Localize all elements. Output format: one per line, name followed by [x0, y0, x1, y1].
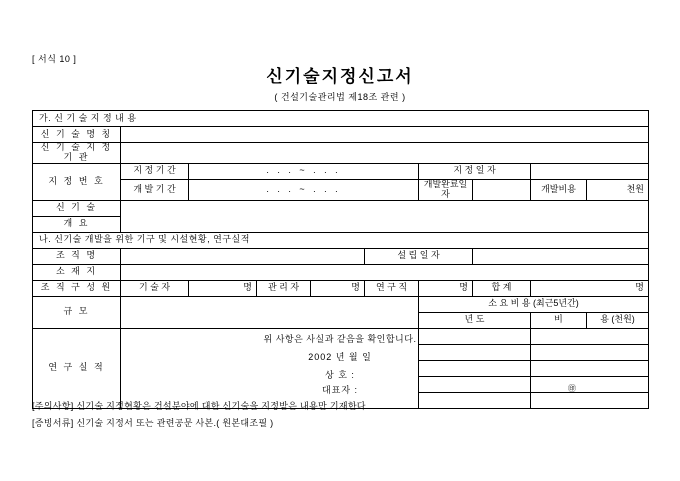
development-cost-unit: 천원	[587, 179, 649, 200]
designation-no-label: 지 정 번 호	[33, 163, 121, 200]
table-row-tech-name	[33, 127, 649, 143]
confirmation-text: 위 사항은 사실과 같음을 확인합니다.	[263, 334, 417, 344]
member-role-total: 합 계	[473, 280, 531, 296]
scale-value[interactable]	[121, 296, 419, 328]
org-name-value[interactable]	[121, 248, 365, 264]
seal-stamp-icon: ㊞	[568, 384, 576, 393]
page-title: 신기술지정신고서	[266, 67, 414, 86]
outline-label-line2: 개 요	[33, 216, 121, 232]
table-row-section-a-heading	[33, 111, 649, 127]
member-count-manager[interactable]: 명	[311, 280, 365, 296]
development-complete-label: 개발완료일자	[419, 179, 473, 200]
org-name-label: 조 직 명	[33, 248, 121, 264]
member-count-researcher[interactable]: 명	[419, 280, 473, 296]
establish-date-value[interactable]	[473, 248, 649, 264]
member-role-manager: 관 리 자	[257, 280, 311, 296]
designation-period-value[interactable]: . . . ~ . . .	[189, 163, 419, 179]
expense-col-amount-2: 용 (천원)	[587, 312, 649, 328]
designation-org-label: 신 기 술 지 정 기 관	[33, 143, 121, 164]
member-count-total[interactable]: 명	[531, 280, 649, 296]
member-count-engineer[interactable]: 명	[189, 280, 257, 296]
outline-value[interactable]	[121, 200, 649, 232]
table-row-org-name	[33, 248, 649, 264]
designation-date-value[interactable]	[531, 163, 649, 179]
table-row-designation-period	[33, 163, 649, 179]
tech-name-value[interactable]	[121, 127, 649, 143]
outline-label-line1: 신 기 술	[33, 200, 121, 216]
expense-title: 소 요 비 용 (최근5년간)	[419, 296, 649, 312]
expense-col-year: 년 도	[419, 312, 531, 328]
date-line[interactable]: 2002 년 월 일	[308, 352, 372, 362]
member-role-researcher: 연 구 직	[365, 280, 419, 296]
scale-label: 규 모	[33, 296, 121, 328]
table-row-members	[33, 280, 649, 296]
designation-period-label: 지 정 기 간	[121, 163, 189, 179]
development-period-value[interactable]: . . . ~ . . .	[189, 179, 419, 200]
member-role-engineer: 기 술 자	[121, 280, 189, 296]
establish-date-label: 설 립 일 자	[365, 248, 473, 264]
tech-name-label: 신 기 술 명 칭	[33, 127, 121, 143]
table-row-outline-1	[33, 200, 649, 216]
note-caution: [주의사항] 신기술 지정현황은 건설분야에 대한 신기술을 지정받은 내용만 기재한다.	[32, 401, 369, 411]
table-row-development-period	[33, 179, 649, 200]
page-subtitle: ( 건설기술관리법 제18조 관련 )	[274, 92, 406, 102]
designation-date-label: 지 정 일 자	[419, 163, 531, 179]
table-row-scale-expense-title	[33, 296, 649, 312]
form-number: [ 서식 10 ]	[32, 54, 77, 64]
development-period-label: 개 발 기 간	[121, 179, 189, 200]
research-label: 연 구 실 적	[33, 328, 121, 408]
table-row-designation-org	[33, 143, 649, 164]
note-attachment: [증빙서류] 신기술 지정서 또는 관련공문 사본.( 원본대조필 )	[32, 418, 274, 428]
table-row-location	[33, 264, 649, 280]
development-complete-value[interactable]	[473, 179, 531, 200]
section-b-heading: 나. 신기술 개발을 위한 기구 및 시설현황, 연구실적	[33, 232, 649, 248]
development-cost-label: 개발비용	[531, 179, 587, 200]
section-a-heading: 가. 신 기 술 지 정 내 용	[33, 111, 649, 127]
main-form-table	[32, 110, 649, 409]
expense-col-amount-1: 비	[531, 312, 587, 328]
members-label: 조 직 구 성 원	[33, 280, 121, 296]
company-name-line[interactable]: 상 호 :	[325, 370, 355, 380]
location-label: 소 재 지	[33, 264, 121, 280]
location-value[interactable]	[121, 264, 649, 280]
designation-org-value[interactable]	[121, 143, 649, 164]
table-row-section-b-heading	[33, 232, 649, 248]
representative-line[interactable]: 대표자 :	[321, 385, 359, 395]
